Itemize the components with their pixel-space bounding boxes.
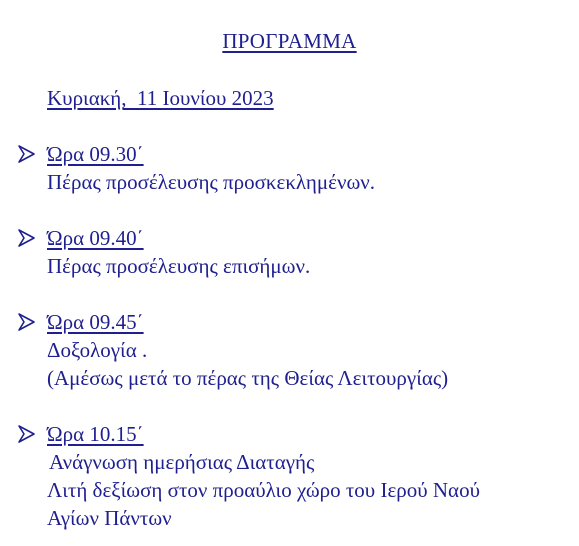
schedule-time: Ώρα 09.40΄ (47, 226, 144, 250)
schedule-line: Λιτή δεξίωση στον προαύλιο χώρο του Ιερού Ναού (47, 478, 480, 502)
schedule-line: Ανάγνωση ημερήσιας Διαταγής (49, 450, 315, 474)
schedule-line: Πέρας προσέλευσης προσκεκλημένων. (47, 170, 376, 194)
document-title: ΠΡΟΓΡΑΜΜΑ (222, 29, 357, 53)
event-date: Κυριακή, 11 Ιουνίου 2023 (47, 86, 274, 110)
schedule-line: Αγίων Πάντων (47, 506, 172, 530)
schedule-time: Ώρα 10.15΄ (47, 422, 144, 446)
schedule-time: Ώρα 09.30΄ (47, 142, 144, 166)
arrowhead-bullet-icon (17, 228, 37, 248)
schedule-line: Πέρας προσέλευσης επισήμων. (47, 254, 311, 278)
schedule-line: Δοξολογία . (47, 338, 148, 362)
arrowhead-bullet-icon (17, 424, 37, 444)
arrowhead-bullet-icon (17, 312, 37, 332)
schedule-time: Ώρα 09.45΄ (47, 310, 144, 334)
arrowhead-bullet-icon (17, 144, 37, 164)
schedule-line: (Αμέσως μετά το πέρας της Θείας Λειτουργίας) (47, 366, 449, 390)
